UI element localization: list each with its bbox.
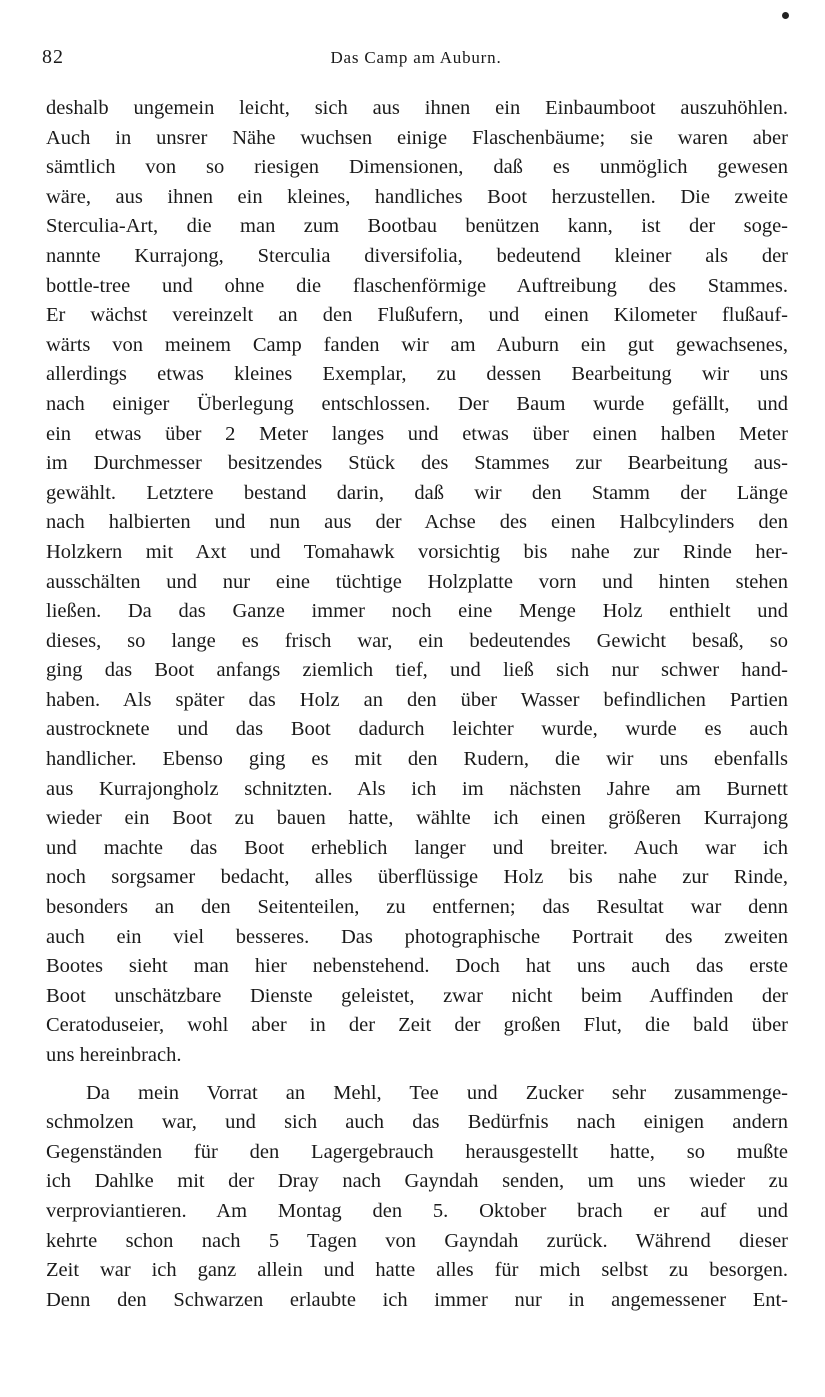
text-line: Denn den Schwarzen erlaubte ich immer nur in angemessener Ent-: [46, 1288, 788, 1311]
text-line: uns hereinbrach.: [46, 1044, 182, 1066]
text-line: Boot unschätzbare Dienste geleistet, zwar nicht beim Auffinden der: [46, 984, 788, 1007]
text-line: Holzkern mit Axt und Tomahawk vorsichtig bis nahe zur Rinde her-: [46, 540, 788, 563]
text-line: nach halbierten und nun aus der Achse des einen Halbcylinders den: [46, 511, 788, 534]
paragraph: [46, 94, 788, 1071]
paragraph-gap: [46, 1071, 788, 1079]
text-line: ein etwas über 2 Meter langes und etwas über einen halben Meter: [46, 422, 788, 445]
text-line: schmolzen war, und sich auch das Bedürfnis nach einigen andern: [46, 1111, 788, 1134]
text-line: Sterculia-Art, die man zum Bootbau benützen kann, ist der soge-: [46, 215, 788, 238]
margin-mark: [782, 12, 789, 19]
page-header: [42, 46, 790, 74]
text-line: ich Dahlke mit der Dray nach Gayndah senden, um uns wieder zu: [46, 1170, 788, 1193]
text-line: gewählt. Letztere bestand darin, daß wir den Stamm der Länge: [46, 481, 788, 504]
text-line: austrocknete und das Boot dadurch leichter wurde, wurde es auch: [46, 718, 788, 741]
text-line: ließen. Da das Ganze immer noch eine Menge Holz enthielt und: [46, 600, 788, 623]
text-line: kehrte schon nach 5 Tagen von Gayndah zurück. Während dieser: [46, 1229, 788, 1252]
text-line: Zeit war ich ganz allein und hatte alles für mich selbst zu besorgen.: [46, 1259, 788, 1282]
text-line: aus Kurrajongholz schnitzten. Als ich im nächsten Jahre am Burnett: [46, 777, 788, 800]
text-line: Er wächst vereinzelt an den Flußufern, und einen Kilometer flußauf-: [46, 304, 788, 327]
text-line: bottle-tree und ohne die flaschenförmige Auftreibung des Stammes.: [46, 274, 788, 297]
text-line: Ceratoduseier, wohl aber in der Zeit der großen Flut, die bald über: [46, 1014, 788, 1037]
text-line: besonders an den Seitenteilen, zu entfernen; das Resultat war denn: [46, 896, 788, 919]
text-line: Da mein Vorrat an Mehl, Tee und Zucker sehr zusammenge-: [86, 1081, 788, 1104]
paragraph: [46, 1079, 788, 1316]
text-line: allerdings etwas kleines Exemplar, zu dessen Bearbeitung wir uns: [46, 363, 788, 386]
text-line: ging das Boot anfangs ziemlich tief, und ließ sich nur schwer hand-: [46, 659, 788, 682]
running-title: Das Camp am Auburn.: [330, 48, 502, 67]
text-line: ausschälten und nur eine tüchtige Holzplatte vorn und hinten stehen: [46, 570, 788, 593]
text-line: wäre, aus ihnen ein kleines, handliches Boot herzustellen. Die zweite: [46, 185, 788, 208]
body-text: [46, 94, 788, 1315]
text-line: Auch in unsrer Nähe wuchsen einige Flaschenbäume; sie waren aber: [46, 126, 788, 149]
text-line: deshalb ungemein leicht, sich aus ihnen ein Einbaumboot auszuhöhlen.: [46, 97, 788, 119]
page-number: 82: [42, 46, 64, 68]
text-line: noch sorgsamer bedacht, alles überflüssige Holz bis nahe zur Rinde,: [46, 866, 788, 889]
text-line: dieses, so lange es frisch war, ein bedeutendes Gewicht besaß, so: [46, 629, 788, 652]
text-line: Gegenständen für den Lagergebrauch herausgestellt hatte, so mußte: [46, 1140, 788, 1163]
text-line: wärts von meinem Camp fanden wir am Auburn ein gut gewachsenes,: [46, 333, 788, 356]
text-line: auch ein viel besseres. Das photographische Portrait des zweiten: [46, 925, 788, 948]
text-line: handlicher. Ebenso ging es mit den Rudern, die wir uns ebenfalls: [46, 748, 788, 771]
text-line: haben. Als später das Holz an den über Wasser befindlichen Partien: [46, 688, 788, 711]
text-line: nannte Kurrajong, Sterculia diversifolia, bedeutend kleiner als der: [46, 244, 788, 267]
text-line: verproviantieren. Am Montag den 5. Oktober brach er auf und: [46, 1199, 788, 1222]
text-line: sämtlich von so riesigen Dimensionen, daß es unmöglich gewesen: [46, 156, 788, 179]
text-line: und machte das Boot erheblich langer und breiter. Auch war ich: [46, 836, 788, 859]
text-line: Bootes sieht man hier nebenstehend. Doch hat uns auch das erste: [46, 955, 788, 978]
text-line: nach einiger Überlegung entschlossen. Der Baum wurde gefällt, und: [46, 392, 788, 415]
text-line: wieder ein Boot zu bauen hatte, wählte ich einen größeren Kurrajong: [46, 807, 788, 830]
text-line: im Durchmesser besitzendes Stück des Stammes zur Bearbeitung aus-: [46, 452, 788, 475]
